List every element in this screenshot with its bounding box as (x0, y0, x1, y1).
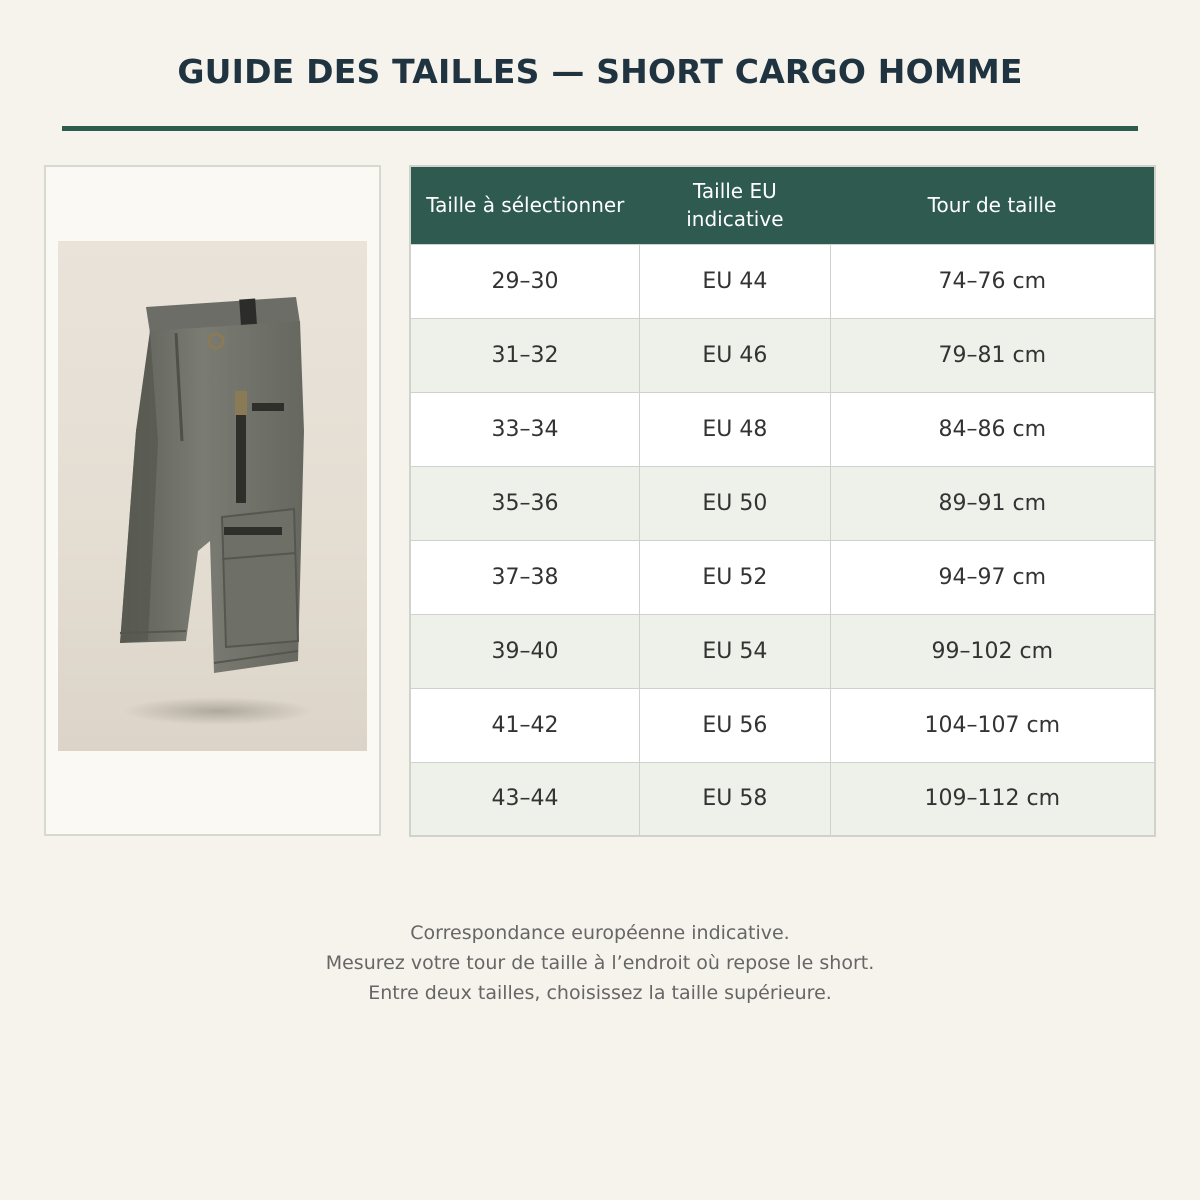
size-cell: 39–40 (410, 614, 640, 688)
size-cell: 43–44 (410, 762, 640, 836)
eu-size-cell: EU 58 (640, 762, 831, 836)
note-line: Mesurez votre tour de taille à l’endroit où repose le short. (325, 952, 875, 974)
eu-size-cell: EU 50 (640, 466, 831, 540)
table-row (410, 540, 1155, 614)
table-header-row (410, 166, 1155, 244)
waist-cell: 99–102 cm (830, 614, 1155, 688)
title-divider (62, 126, 1138, 131)
table-row (410, 318, 1155, 392)
header-eu-size: Taille EU indicative (640, 166, 831, 244)
waist-cell: 104–107 cm (830, 688, 1155, 762)
note-line: Entre deux tailles, choisissez la taille supérieure. (368, 982, 832, 1004)
size-cell: 31–32 (410, 318, 640, 392)
eu-size-cell: EU 56 (640, 688, 831, 762)
table-row (410, 614, 1155, 688)
cargo-shorts-photo (58, 241, 367, 751)
header-size-select: Taille à sélectionner (410, 166, 640, 244)
table-row (410, 688, 1155, 762)
waist-cell: 89–91 cm (830, 466, 1155, 540)
table-row (410, 762, 1155, 836)
eu-size-cell: EU 52 (640, 540, 831, 614)
size-cell: 29–30 (410, 244, 640, 318)
waist-cell: 74–76 cm (830, 244, 1155, 318)
table-row (410, 244, 1155, 318)
size-cell: 33–34 (410, 392, 640, 466)
table-row (410, 392, 1155, 466)
waist-cell: 94–97 cm (830, 540, 1155, 614)
size-table (409, 165, 1156, 837)
eu-size-cell: EU 54 (640, 614, 831, 688)
eu-size-cell: EU 44 (640, 244, 831, 318)
size-cell: 35–36 (410, 466, 640, 540)
eu-size-cell: EU 46 (640, 318, 831, 392)
product-image-frame (44, 165, 381, 836)
waist-cell: 109–112 cm (830, 762, 1155, 836)
waist-cell: 84–86 cm (830, 392, 1155, 466)
eu-size-cell: EU 48 (640, 392, 831, 466)
waist-cell: 79–81 cm (830, 318, 1155, 392)
page-title: GUIDE DES TAILLES — SHORT CARGO HOMME (177, 52, 1023, 91)
size-notes (0, 918, 1200, 1008)
note-line: Correspondance européenne indicative. (410, 922, 790, 944)
size-cell: 37–38 (410, 540, 640, 614)
table-row (410, 466, 1155, 540)
header-waist: Tour de taille (830, 166, 1155, 244)
size-cell: 41–42 (410, 688, 640, 762)
